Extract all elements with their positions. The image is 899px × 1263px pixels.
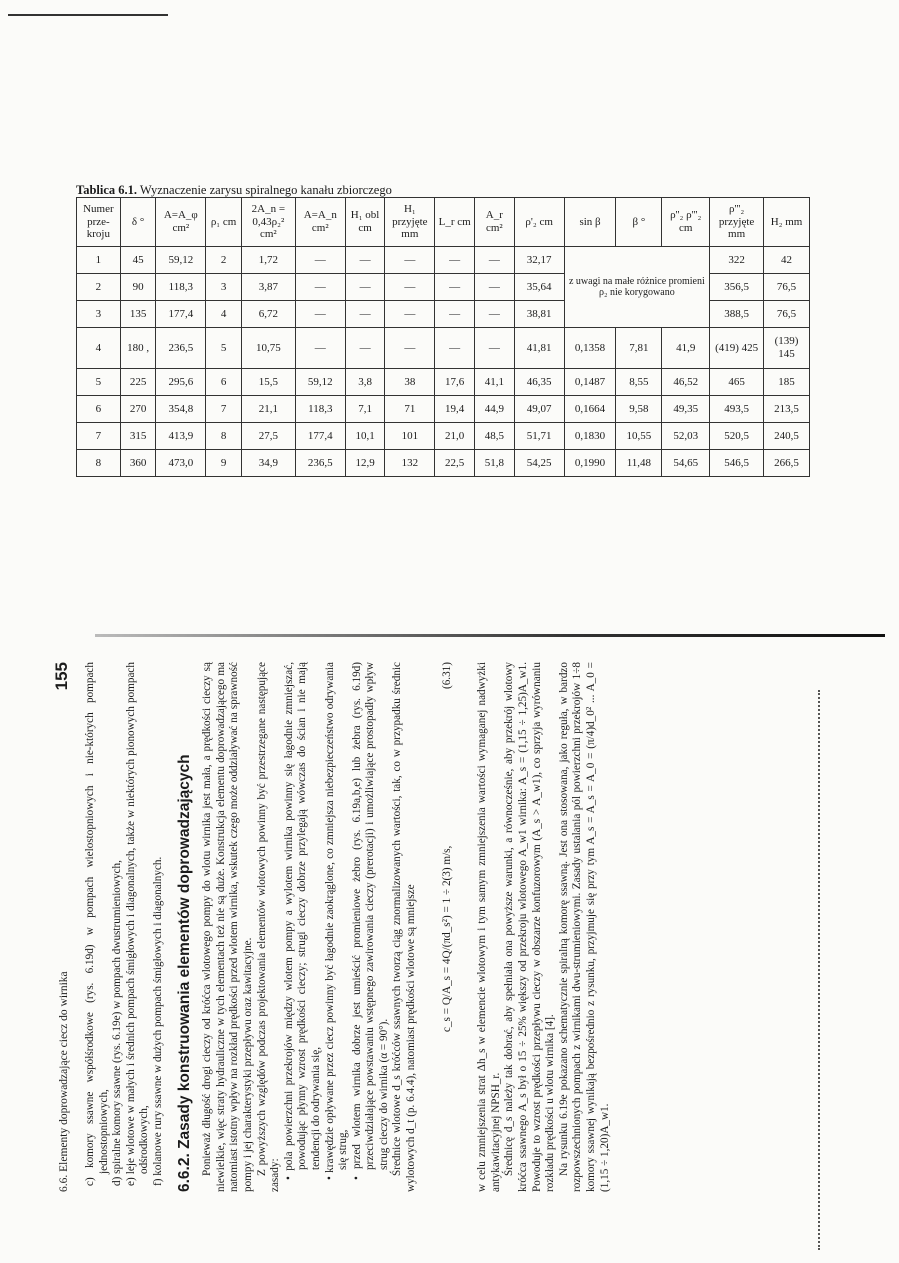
- cell: 76,5: [764, 274, 810, 301]
- cell: 35,64: [514, 274, 564, 301]
- table-row: [77, 450, 810, 477]
- table-caption: [76, 183, 392, 198]
- table-title: Wyznaczenie zarysu spiralnego kanału zbiorczego: [139, 183, 392, 197]
- cell: 413,9: [156, 423, 206, 450]
- cell: —: [345, 247, 385, 274]
- scan-artifact-line: [8, 14, 168, 16]
- cell: 1,72: [241, 247, 295, 274]
- cell: —: [295, 247, 345, 274]
- cell: 9,58: [616, 396, 662, 423]
- cell: 49,07: [514, 396, 564, 423]
- cell: 185: [764, 369, 810, 396]
- cell: 12,9: [345, 450, 385, 477]
- cell: 59,12: [295, 369, 345, 396]
- cell: 76,5: [764, 301, 810, 328]
- cell: —: [345, 301, 385, 328]
- cell: —: [385, 274, 435, 301]
- bullet-item: • pola powierzchni przekrojów między wlotem pompy a wylotem wirnika powinny się łagodnie zmniejszać, powodując płynny wzrost prędkości cieczy; strugi cieczy dobrze przylegają wówczas do ścian i nie mają tendencji do odrywania się,: [282, 662, 322, 1180]
- paragraph: Średnicę d_s należy tak dobrać, aby spełniała ona powyższe warunki, a równocześnie, aby przekrój wlotowy króćca ssawnego A_s był o 15 ÷ 25% większy od przekroju wlotowego A_w1 wirnika: A_s = (1,15 ÷ 1,25)A_w1. Powoduje to wzrost prędkości przepływu cieczy w obszarze konfuzorowym (A_s > A_w1), co sprzyja wyrównaniu rozkładu prędkości u wlotu wirnika [4].: [503, 662, 557, 1192]
- merged-note-cell: z uwagi na małe różnice promieni ρ₂ nie korygowano: [564, 247, 710, 328]
- cell: 8,55: [616, 369, 662, 396]
- cell: 6,72: [241, 301, 295, 328]
- cell: 42: [764, 247, 810, 274]
- cell: 7,81: [616, 328, 662, 369]
- cell: 473,0: [156, 450, 206, 477]
- equation-body: c_s = Q/A_s = 4Q/(πd_s²) = 1 ÷ 2(3) m/s,: [440, 845, 453, 1032]
- table-row: [77, 423, 810, 450]
- cell: 315: [120, 423, 156, 450]
- cell: 266,5: [764, 450, 810, 477]
- cell: —: [385, 247, 435, 274]
- cell: 236,5: [156, 328, 206, 369]
- cell: 41,1: [475, 369, 515, 396]
- cell: —: [345, 328, 385, 369]
- cell: —: [345, 274, 385, 301]
- cell: —: [435, 247, 475, 274]
- cell: —: [475, 247, 515, 274]
- cell: 4: [206, 301, 242, 328]
- table-number: Tablica 6.1.: [76, 183, 138, 197]
- th-rho2ppp: ρ'''₂ przyjęte mm: [710, 198, 764, 247]
- cell: 54,25: [514, 450, 564, 477]
- th-a: A=A_φ cm²: [156, 198, 206, 247]
- cell: 3,87: [241, 274, 295, 301]
- cell: 520,5: [710, 423, 764, 450]
- cell: 0,1990: [564, 450, 616, 477]
- table-row: [77, 247, 810, 274]
- cell: 2: [77, 274, 121, 301]
- cell: 51,71: [514, 423, 564, 450]
- table-row: [77, 396, 810, 423]
- cell: —: [295, 301, 345, 328]
- list-item: c) komory ssawne współśrodkowe (rys. 6.19d) w pompach wielostopniowych i nie-których pompach jednostopniowych,: [84, 662, 110, 1186]
- cell: —: [475, 328, 515, 369]
- rotated-text-block: [52, 662, 858, 1192]
- equation-6-31: [441, 662, 455, 1192]
- bullet-item: • krawędzie opływane przez ciecz powinny być łagodnie zaokrąglone, co zmniejsza niebezpieczeństwo odrywania się strug,: [323, 662, 350, 1180]
- cell: —: [385, 328, 435, 369]
- cell: 0,1487: [564, 369, 616, 396]
- cell: 546,5: [710, 450, 764, 477]
- cell: 32,17: [514, 247, 564, 274]
- cell: 52,03: [662, 423, 710, 450]
- cell: 51,8: [475, 450, 515, 477]
- cell: 71: [385, 396, 435, 423]
- cell: 0,1664: [564, 396, 616, 423]
- cell: —: [475, 274, 515, 301]
- spiral-channel-table: [76, 197, 810, 477]
- cell: 388,5: [710, 301, 764, 328]
- cell: 27,5: [241, 423, 295, 450]
- cell: 6: [77, 396, 121, 423]
- cell: —: [295, 328, 345, 369]
- cell: 38,81: [514, 301, 564, 328]
- body-text: [84, 662, 612, 1192]
- table-row: [77, 328, 810, 369]
- cell: 48,5: [475, 423, 515, 450]
- cell: 465: [710, 369, 764, 396]
- th-numer: Numer prze-kroju: [77, 198, 121, 247]
- th-rho1: ρ₁ cm: [206, 198, 242, 247]
- cell: 46,35: [514, 369, 564, 396]
- cell: 8: [206, 423, 242, 450]
- list-item: d) spiralne komory ssawne (rys. 6.19e) w pompach dwustrumieniowych,: [111, 860, 124, 1186]
- cell: 118,3: [295, 396, 345, 423]
- section-heading: 6.6.2. Zasady konstruowania elementów doprowadzających: [175, 754, 193, 1192]
- cell: 19,4: [435, 396, 475, 423]
- th-ar: A_r cm²: [475, 198, 515, 247]
- paragraph: w celu zmniejszenia strat Δh_s w elemencie wlotowym i tym samym zmniejszenia wartości wymaganej nadwyżki antykawitacyjnej NPSH_r.: [476, 662, 502, 1192]
- cell: 240,5: [764, 423, 810, 450]
- cell: 360: [120, 450, 156, 477]
- cell: 7: [77, 423, 121, 450]
- bullet-item: • przed wlotem wirnika dobrze jest umieścić promieniowe żebro (rys. 6.19a,b,e) lub żebra (rys. 6.19d) przeciwdziałające powstawaniu wstępnego zawirowania cieczy (prerotacji) i umożliwiające prostopadły wpływ strug cieczy do wirnika (α = 90°).: [350, 662, 390, 1180]
- th-an: A=A_n cm²: [295, 198, 345, 247]
- cell: 0,1358: [564, 328, 616, 369]
- cell: 493,5: [710, 396, 764, 423]
- cell: 270: [120, 396, 156, 423]
- cell: 21,1: [241, 396, 295, 423]
- th-h1-przyjete: H₁ przyjęte mm: [385, 198, 435, 247]
- cell: 8: [77, 450, 121, 477]
- cell: 41,81: [514, 328, 564, 369]
- cell: 2: [206, 247, 242, 274]
- cell: 213,5: [764, 396, 810, 423]
- th-h1-obl: H₁ obl cm: [345, 198, 385, 247]
- cell: 49,35: [662, 396, 710, 423]
- th-rho2p: ρ'₂ cm: [514, 198, 564, 247]
- cell: 118,3: [156, 274, 206, 301]
- paragraph: Na rysunku 6.19e pokazano schematycznie spiralną komorę ssawną. Jest ona stosowana, jako reguła, w bardzo rozpowszechnionych pompach z wirnikami dwu-strumieniowymi. Zasady ustalania pól powierzchni przekrojów 1÷8 komory ssawnej wynikają bezpośrednio z rysunku, przyjmuje się przy tym A_s = A_s = A_0 = (π/4)d_0² ... A_0 = (1,15 ÷ 1,20)A_w1.: [557, 662, 611, 1192]
- paragraph: Z powyższych względów podczas projektowania elementów wlotowych powinny być przestrzegane następujące zasady:: [255, 662, 282, 1192]
- cell: 21,0: [435, 423, 475, 450]
- paragraph: Ponieważ długość drogi cieczy od króćca wlotowego pompy do wlotu wirnika jest mała, a prędkości cieczy są niewielkie, więc straty hydrauliczne w tych elementach też nie są duże. Konstrukcja elementu doprowadzającego ma natomiast istotny wpływ na rozkład prędkości przed wlotem wirnika, wskutek czego może oddziaływać na sprawność pompy i jej charakterystyki przepływu oraz kawitacyjne.: [201, 662, 254, 1192]
- equation-number: (6.31): [440, 662, 453, 690]
- cell: 356,5: [710, 274, 764, 301]
- cell: 1: [77, 247, 121, 274]
- th-beta: β °: [616, 198, 662, 247]
- cell: 15,5: [241, 369, 295, 396]
- cell: 6: [206, 369, 242, 396]
- th-2an: 2A_n = 0,43ρ₂² cm²: [241, 198, 295, 247]
- cell: 17,6: [435, 369, 475, 396]
- cell: (419) 425: [710, 328, 764, 369]
- section-header: 6.6. Elementy doprowadzające ciecz do wirnika: [58, 971, 70, 1192]
- cell: —: [435, 274, 475, 301]
- cell: 4: [77, 328, 121, 369]
- cell: 135: [120, 301, 156, 328]
- cell: 34,9: [241, 450, 295, 477]
- cell: 180 ,: [120, 328, 156, 369]
- cell: 295,6: [156, 369, 206, 396]
- table-row: [77, 369, 810, 396]
- cell: 5: [77, 369, 121, 396]
- cell: 177,4: [156, 301, 206, 328]
- cell: 3: [206, 274, 242, 301]
- cell: —: [385, 301, 435, 328]
- cell: 7: [206, 396, 242, 423]
- cell: 322: [710, 247, 764, 274]
- cell: 46,52: [662, 369, 710, 396]
- page-number: 155: [52, 662, 71, 691]
- cell: —: [295, 274, 345, 301]
- cell: 0,1830: [564, 423, 616, 450]
- cell: 45: [120, 247, 156, 274]
- list-item: e) leje wlotowe w małych i średnich pompach śmigłowych i diagonalnych, także w niektórych pionowych pompach odśrodkowych,: [124, 662, 151, 1186]
- cell: 101: [385, 423, 435, 450]
- cell: 5: [206, 328, 242, 369]
- cell: 132: [385, 450, 435, 477]
- th-rho2pp: ρ''₂ ρ'''₂ cm: [662, 198, 710, 247]
- cell: 90: [120, 274, 156, 301]
- th-lr: L_r cm: [435, 198, 475, 247]
- th-h2: H₂ mm: [764, 198, 810, 247]
- cell: 38: [385, 369, 435, 396]
- cell: 3,8: [345, 369, 385, 396]
- cell: —: [435, 301, 475, 328]
- th-sinb: sin β: [564, 198, 616, 247]
- page-fold-divider: [95, 634, 885, 637]
- cell: 225: [120, 369, 156, 396]
- cell: 177,4: [295, 423, 345, 450]
- paragraph: Średnice wlotowe d_s króćców ssawnych tworzą ciąg znormalizowanych wartości, tak, co w przypadku średnic wylotowych d_t (p. 6.4.4), natomiast prędkości wlotowe są mniejsze: [391, 662, 418, 1192]
- cell: 59,12: [156, 247, 206, 274]
- table-header-row: [77, 198, 810, 247]
- cell: 10,55: [616, 423, 662, 450]
- cell: 10,1: [345, 423, 385, 450]
- cell: (139) 145: [764, 328, 810, 369]
- cell: —: [435, 328, 475, 369]
- cell: 3: [77, 301, 121, 328]
- cell: 11,48: [616, 450, 662, 477]
- cell: 7,1: [345, 396, 385, 423]
- cell: 10,75: [241, 328, 295, 369]
- cell: 354,8: [156, 396, 206, 423]
- cell: 22,5: [435, 450, 475, 477]
- cell: 54,65: [662, 450, 710, 477]
- list-item: f) kolanowe rury ssawne w dużych pompach śmigłowych i diagonalnych.: [151, 856, 164, 1186]
- th-delta: δ °: [120, 198, 156, 247]
- cell: 41,9: [662, 328, 710, 369]
- cell: —: [475, 301, 515, 328]
- cell: 236,5: [295, 450, 345, 477]
- cell: 9: [206, 450, 242, 477]
- cell: 44,9: [475, 396, 515, 423]
